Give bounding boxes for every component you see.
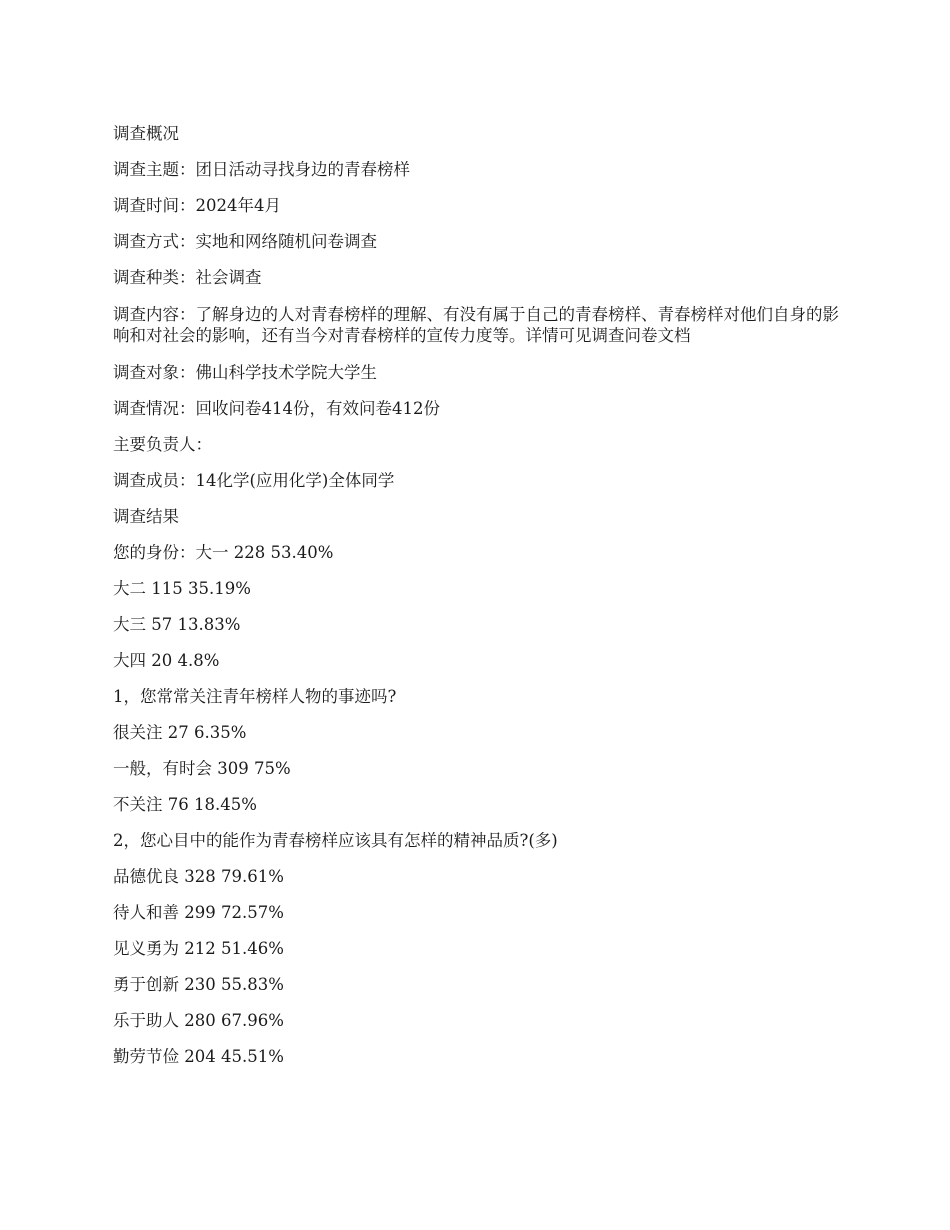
- result-line: 您的身份：大一 228 53.40%: [113, 543, 334, 562]
- result-line: 大三 57 13.83%: [113, 615, 241, 634]
- result-line: 勇于创新 230 55.83%: [113, 975, 284, 994]
- section-heading-results: 调查结果: [113, 507, 179, 526]
- document-body: [113, 124, 843, 1083]
- result-line: 乐于助人 280 67.96%: [113, 1011, 284, 1030]
- result-line: 不关注 76 18.45%: [113, 795, 257, 814]
- result-line: 见义勇为 212 51.46%: [113, 939, 284, 958]
- section-heading-overview: 调查概况: [113, 124, 179, 143]
- question-1: 1，您常常关注青年榜样人物的事迹吗?: [113, 687, 397, 706]
- result-line: 勤劳节俭 204 45.51%: [113, 1047, 284, 1066]
- survey-status: 调查情况：回收问卷414份，有效问卷412份: [113, 399, 440, 418]
- question-2: 2，您心目中的能作为青春榜样应该具有怎样的精神品质?(多): [113, 831, 558, 850]
- survey-subjects: 调查对象：佛山科学技术学院大学生: [113, 363, 377, 382]
- result-line: 一般，有时会 309 75%: [113, 759, 291, 778]
- result-line: 大四 20 4.8%: [113, 651, 220, 670]
- result-line: 品德优良 328 79.61%: [113, 867, 284, 886]
- result-line: 很关注 27 6.35%: [113, 723, 247, 742]
- survey-time: 调查时间：2024年4月: [113, 196, 281, 215]
- survey-content: 调查内容：了解身边的人对青春榜样的理解、有没有属于自己的青春榜样、青春榜样对他们自身的影响和对社会的影响，还有当今对青春榜样的宣传力度等。详情可见调查问卷文档: [113, 305, 839, 345]
- survey-method: 调查方式：实地和网络随机问卷调查: [113, 232, 377, 251]
- survey-topic: 调查主题：团日活动寻找身边的青春榜样: [113, 160, 410, 179]
- survey-lead: 主要负责人：: [113, 435, 212, 454]
- result-line: 大二 115 35.19%: [113, 579, 251, 598]
- survey-type: 调查种类：社会调查: [113, 268, 262, 287]
- result-line: 待人和善 299 72.57%: [113, 903, 284, 922]
- survey-members: 调查成员：14化学(应用化学)全体同学: [113, 471, 395, 490]
